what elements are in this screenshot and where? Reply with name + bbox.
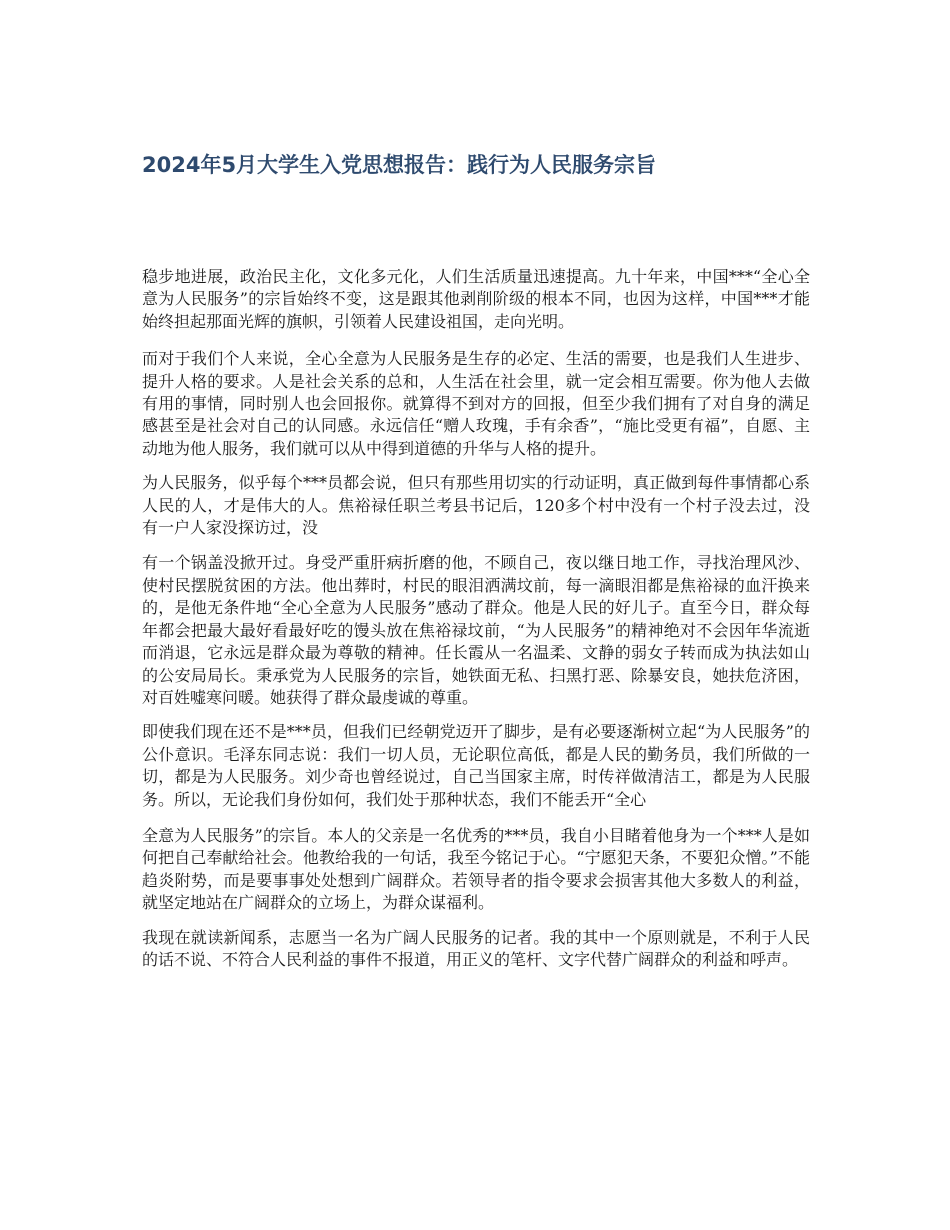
paragraph-1: 稳步地进展，政治民主化，文化多元化，人们生活质量迅速提高。九十年来，中国***“全心全意为人民服务”的宗旨始终不变，这是跟其他剥削阶级的根本不同，也因为这样，中国***才能始终担起那面光辉的旗帜，引领着人民建设祖国，走向光明。 — [142, 267, 810, 331]
document-body — [142, 266, 810, 983]
paragraph-3: 为人民服务，似乎每个***员都会说，但只有那些用切实的行动证明，真正做到每件事情都心系人民的人，才是伟大的人。焦裕禄任职兰考县书记后，120多个村中没有一个村子没去过，没有一户人家没探访过，没 — [142, 473, 810, 538]
paragraph-7: 我现在就读新闻系，志愿当一名为广阔人民服务的记者。我的其中一个原则就是，不利于人民的话不说、不符合人民利益的事件不报道，用正义的笔杆、文字代替广阔群众的利益和呼声。 — [142, 927, 810, 969]
paragraph-2: 而对于我们个人来说，全心全意为人民服务是生存的必定、生活的需要，也是我们人生进步、提升人格的要求。人是社会关系的总和，人生活在社会里，就一定会相互需要。你为他人去做有用的事情，同时别人也会回报你。就算得不到对方的回报，但至少我们拥有了对自身的满足感甚至是社会对自己的认同感。永远信任“赠人玫瑰，手有余香”，“施比受更有福”，自愿、主动地为他人服务，我们就可以从中得到道德的升华与人格的提升。 — [142, 349, 810, 458]
paragraph-6: 全意为人民服务”的宗旨。本人的父亲是一名优秀的***员，我自小目睹着他身为一个***人是如何把自己奉献给社会。他教给我的一句话，我至今铭记于心。“宁愿犯天条，不要犯众憎。”不能趋炎附势，而是要事事处处想到广阔群众。若领导者的指令要求会损害其他大多数人的利益，就坚定地站在广阔群众的立场上，为群众谋福利。 — [142, 825, 810, 913]
document-title: 2024年5月大学生入党思想报告：践行为人民服务宗旨 — [142, 153, 657, 177]
paragraph-5: 即使我们现在还不是***员，但我们已经朝党迈开了脚步，是有必要逐渐树立起“为人民服务”的公仆意识。毛泽东同志说：我们一切人员，无论职位高低，都是人民的勤务员，我们所做的一切，都是为人民服务。刘少奇也曾经说过，自己当国家主席，时传祥做清洁工，都是为人民服务。所以，无论我们身份如何，我们处于那种状态，我们不能丢开“全心 — [142, 722, 810, 809]
paragraph-4: 有一个锅盖没掀开过。身受严重肝病折磨的他，不顾自己，夜以继日地工作，寻找治理风沙、使村民摆脱贫困的方法。他出葬时，村民的眼泪洒满坟前，每一滴眼泪都是焦裕禄的血汗换来的，是他无条件地“全心全意为人民服务”感动了群众。他是人民的好儿子。直至今日，群众每年都会把最大最好看最好吃的馒头放在焦裕禄坟前，“为人民服务”的精神绝对不会因年华流逝而消退，它永远是群众最为尊敬的精神。任长霞从一名温柔、文静的弱女子转而成为执法如山的公安局局长。秉承党为人民服务的宗旨，她铁面无私、扫黑打恶、除暴安良，她扶危济困，对百姓嘘寒问暖。她获得了群众最虔诚的尊重。 — [142, 553, 810, 707]
